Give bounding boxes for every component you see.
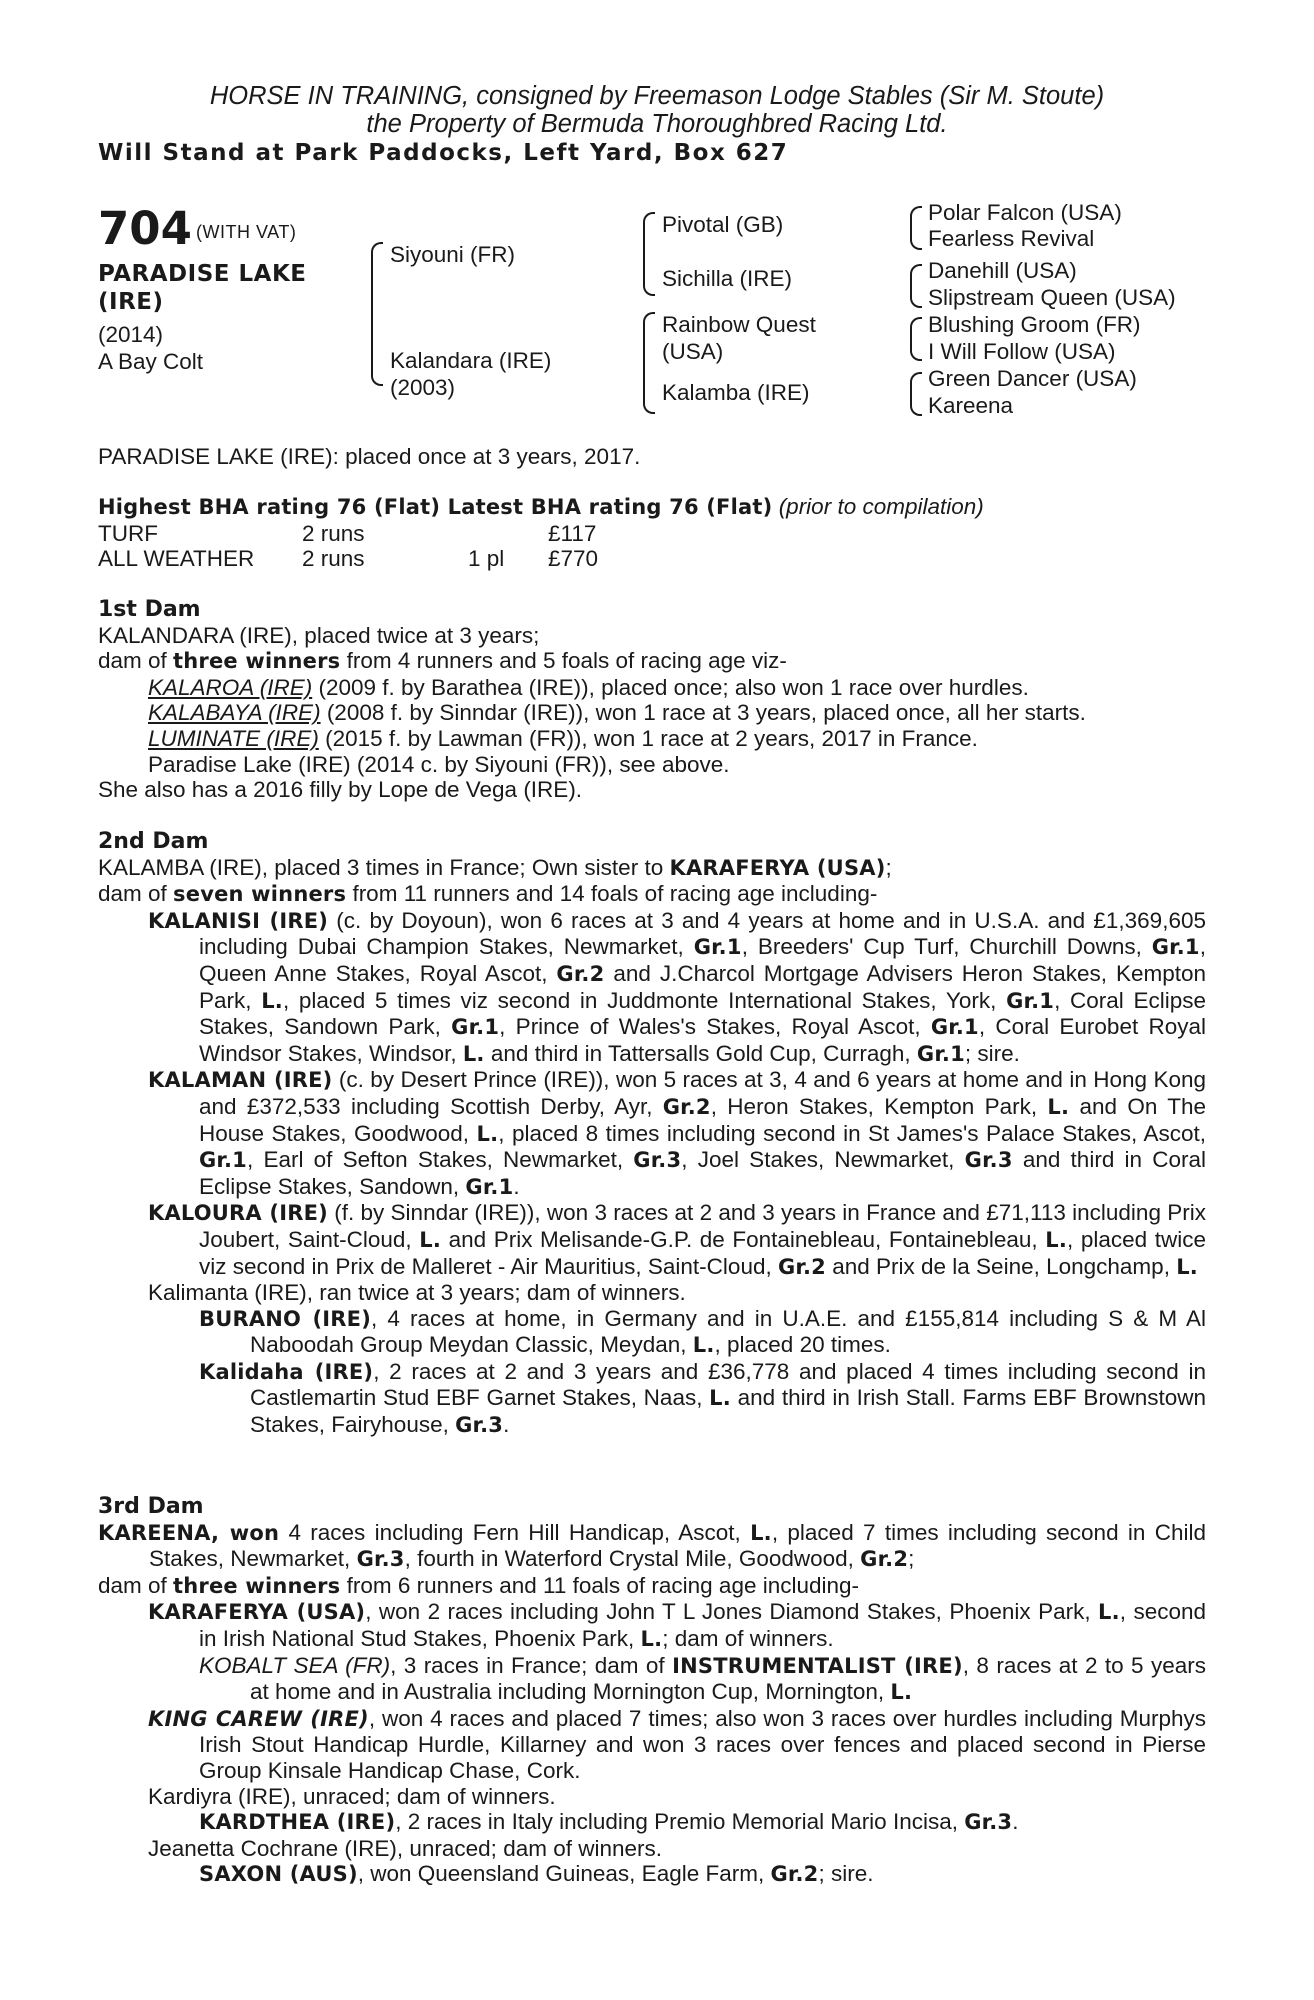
pedigree-bracket <box>371 242 383 386</box>
produce-entry: Kalimanta (IRE), ran twice at 3 years; dam of winners. <box>148 1280 686 1306</box>
prize: £117 <box>548 520 597 546</box>
surface: TURF <box>98 520 158 546</box>
performance-row <box>98 546 1206 572</box>
ssd-name: Fearless Revival <box>928 226 1095 251</box>
dam-produce-summary: dam of seven winners from 11 runners and 14 foals of racing age including- <box>98 881 878 907</box>
pedigree-bracket <box>910 317 922 361</box>
ddd-name: Kareena <box>928 393 1014 418</box>
produce-entry: KARAFERYA (USA), won 2 races including John T L Jones Diamond Stakes, Phoenix Park, L., second in Irish National Stud Stakes, Phoenix Park, L.; dam of winners. <box>148 1599 1207 1651</box>
produce-entry: Jeanetta Cochrane (IRE), unraced; dam of winners. <box>148 1835 663 1861</box>
dss-name: Blushing Groom (FR) <box>928 312 1141 337</box>
rating-note: (prior to compilation) <box>778 494 984 519</box>
catalogue-page <box>98 82 1207 1887</box>
dam-dam-name: Kalamba (IRE) <box>662 380 810 405</box>
dam-sire-name-line2: (USA) <box>662 339 724 364</box>
second-dam-section <box>98 829 1206 1439</box>
dam-sire-name-line1: Rainbow Quest <box>662 312 816 337</box>
dam-line: KALAMBA (IRE), placed 3 times in France; Own sister to KARAFERYA (USA); <box>98 854 892 880</box>
grandproduce-entry: KOBALT SEA (FR), 3 races in France; dam of INSTRUMENTALIST (IRE), 8 races at 2 to 5 years at home and in Australia including Mornington Cup, Mornington, L. <box>199 1652 1206 1705</box>
pedigree-bracket <box>910 264 922 308</box>
page-header <box>98 82 1206 167</box>
performance-row <box>98 521 1206 547</box>
pedigree-bracket <box>643 312 655 414</box>
dds-name: Green Dancer (USA) <box>928 366 1137 391</box>
horse-description: A Bay Colt <box>98 349 204 374</box>
vat-label: (WITH VAT) <box>196 222 297 242</box>
pedigree-bracket <box>910 372 922 416</box>
produce-entry: LUMINATE (IRE) (2015 f. by Lawman (FR)), won 1 race at 2 years, 2017 in France. <box>148 725 978 751</box>
sds-name: Danehill (USA) <box>928 258 1077 283</box>
produce-entry: KALANISI (IRE) (c. by Doyoun), won 6 races at 3 and 4 years at home and in U.S.A. and £1,369,605 including Dubai Champion Stakes, Newmarket, Gr.1, Breeders' Cup Turf, Churchill Downs, Gr.1, Queen Anne Stakes, Royal Ascot, Gr.2 and J.Charcol Mortgage Advisers Heron Stakes, Kempton Park, L., placed 5 times viz second in Juddmonte International Stakes, York, Gr.1, Coral Eclipse Stakes, Sandown Park, Gr.1, Prince of Wales's Stakes, Royal Ascot, Gr.1, Coral Eurobet Royal Windsor Stakes, Windsor, L. and third in Tattersalls Gold Cup, Curragh, Gr.1; sire. <box>148 907 1207 1066</box>
consignor-line: HORSE IN TRAINING, consigned by Freemason Lodge Stables (Sir M. Stoute) <box>209 82 1105 110</box>
runs: 2 runs <box>302 520 365 546</box>
dam-produce-summary: dam of three winners from 4 runners and 5 foals of racing age viz- <box>98 648 787 674</box>
produce-entry: KALABAYA (IRE) (2008 f. by Sinndar (IRE)), won 1 race at 3 years, placed once, all her starts. <box>148 700 1086 726</box>
stand-location-line: Will Stand at Park Paddocks, Left Yard, Box 627 <box>98 140 789 166</box>
first-dam-section <box>98 597 1206 803</box>
sire-name: Siyouni (FR) <box>390 242 516 267</box>
property-line: the Property of Bermuda Thoroughbred Racing Ltd. <box>366 110 948 138</box>
runs: 2 runs <box>302 546 365 572</box>
section-heading: 1st Dam <box>98 597 201 622</box>
grandproduce-entry: Kalidaha (IRE), 2 races at 2 and 3 years and £36,778 and placed 4 times including second in Castlemartin Stud EBF Garnet Stakes, Naas, L. and third in Irish Stall. Farms EBF Brownstown Stakes, Fairyhouse, Gr.3. <box>199 1358 1206 1438</box>
grandproduce-entry: BURANO (IRE), 4 races at home, in Germany and in U.A.E. and £155,814 including S & M Al Naboodah Group Meydan Classic, Meydan, L., placed 20 times. <box>199 1305 1206 1358</box>
grandproduce-entry: KARDTHEA (IRE), 2 races in Italy including Premio Memorial Mario Incisa, Gr.3. <box>199 1809 1019 1835</box>
produce-entry: KALOURA (IRE) (f. by Sinndar (IRE)), won 3 races at 2 and 3 years in France and £71,113 including Prix Joubert, Saint-Cloud, L. and Prix Melisande-G.P. de Fontainebleau, Fontainebleau, L., placed twice viz second in Prix de Malleret - Air Mauritius, Saint-Cloud, Gr.2 and Prix de la Seine, Longchamp, L. <box>148 1200 1206 1279</box>
lot-number: 704 <box>98 202 192 255</box>
placed <box>468 521 548 547</box>
sdd-name: Slipstream Queen (USA) <box>928 285 1176 310</box>
pedigree-bracket <box>910 206 922 250</box>
third-dam-section <box>98 1494 1206 1888</box>
pedigree-block <box>98 200 1206 434</box>
sire-dam-name: Sichilla (IRE) <box>662 266 793 291</box>
grandproduce-entry: SAXON (AUS), won Queensland Guineas, Eagle Farm, Gr.2; sire. <box>199 1861 874 1887</box>
horse-year: (2014) <box>98 322 164 347</box>
dam-line: KALANDARA (IRE), placed twice at 3 years; <box>98 622 540 648</box>
section-heading: 3rd Dam <box>98 1494 204 1519</box>
produce-entry: KALAMAN (IRE) (c. by Desert Prince (IRE)), won 5 races at 3, 4 and 6 years at home and in Hong Kong and £372,533 including Scottish Derby, Ayr, Gr.2, Heron Stakes, Kempton Park, L. and On The House Stakes, Goodwood, L., placed 8 times including second in St James's Palace Stakes, Ascot, Gr.1, Earl of Sefton Stakes, Newmarket, Gr.3, Joel Stakes, Newmarket, Gr.3 and third in Coral Eclipse Stakes, Sandown, Gr.1. <box>148 1067 1206 1199</box>
dsd-name: I Will Follow (USA) <box>928 339 1116 364</box>
horse-name: PARADISE LAKE (IRE) <box>98 261 307 315</box>
dam-line: KAREENA, won 4 races including Fern Hill Handicap, Ascot, L., placed 7 times including second in Child Stakes, Newmarket, Gr.3, fourth in Waterford Crystal Mile, Goodwood, Gr.2; <box>98 1519 1206 1572</box>
rating-section <box>98 494 1206 572</box>
dam-name: Kalandara (IRE) <box>390 348 552 373</box>
placed: 1 pl <box>468 546 505 572</box>
surface: ALL WEATHER <box>98 546 255 572</box>
sire-sire-name: Pivotal (GB) <box>662 212 784 237</box>
produce-entry: KING CAREW (IRE), won 4 races and placed 7 times; also won 3 races over hurdles including Murphys Irish Stout Handicap Hurdle, Killarney and won 3 races over fences and placed second in Pierse Group Kinsale Handicap Chase, Cork. <box>148 1705 1206 1783</box>
produce-entry: Paradise Lake (IRE) (2014 c. by Siyouni (FR)), see above. <box>148 751 730 777</box>
dam-closing-note: She also has a 2016 filly by Lope de Vega (IRE). <box>98 777 583 803</box>
bha-rating: Highest BHA rating 76 (Flat) Latest BHA rating 76 (Flat) <box>98 495 773 519</box>
section-heading: 2nd Dam <box>98 829 209 854</box>
sss-name: Polar Falcon (USA) <box>928 200 1122 225</box>
race-summary: PARADISE LAKE (IRE): placed once at 3 years, 2017. <box>98 444 641 469</box>
dam-year: (2003) <box>390 375 456 400</box>
prize: £770 <box>548 546 599 572</box>
produce-entry: KALAROA (IRE) (2009 f. by Barathea (IRE)), placed once; also won 1 race over hurdles. <box>148 674 1029 700</box>
pedigree-bracket <box>643 212 655 296</box>
produce-entry: Kardiyra (IRE), unraced; dam of winners. <box>148 1783 556 1809</box>
dam-produce-summary: dam of three winners from 6 runners and 11 foals of racing age including- <box>98 1572 860 1598</box>
